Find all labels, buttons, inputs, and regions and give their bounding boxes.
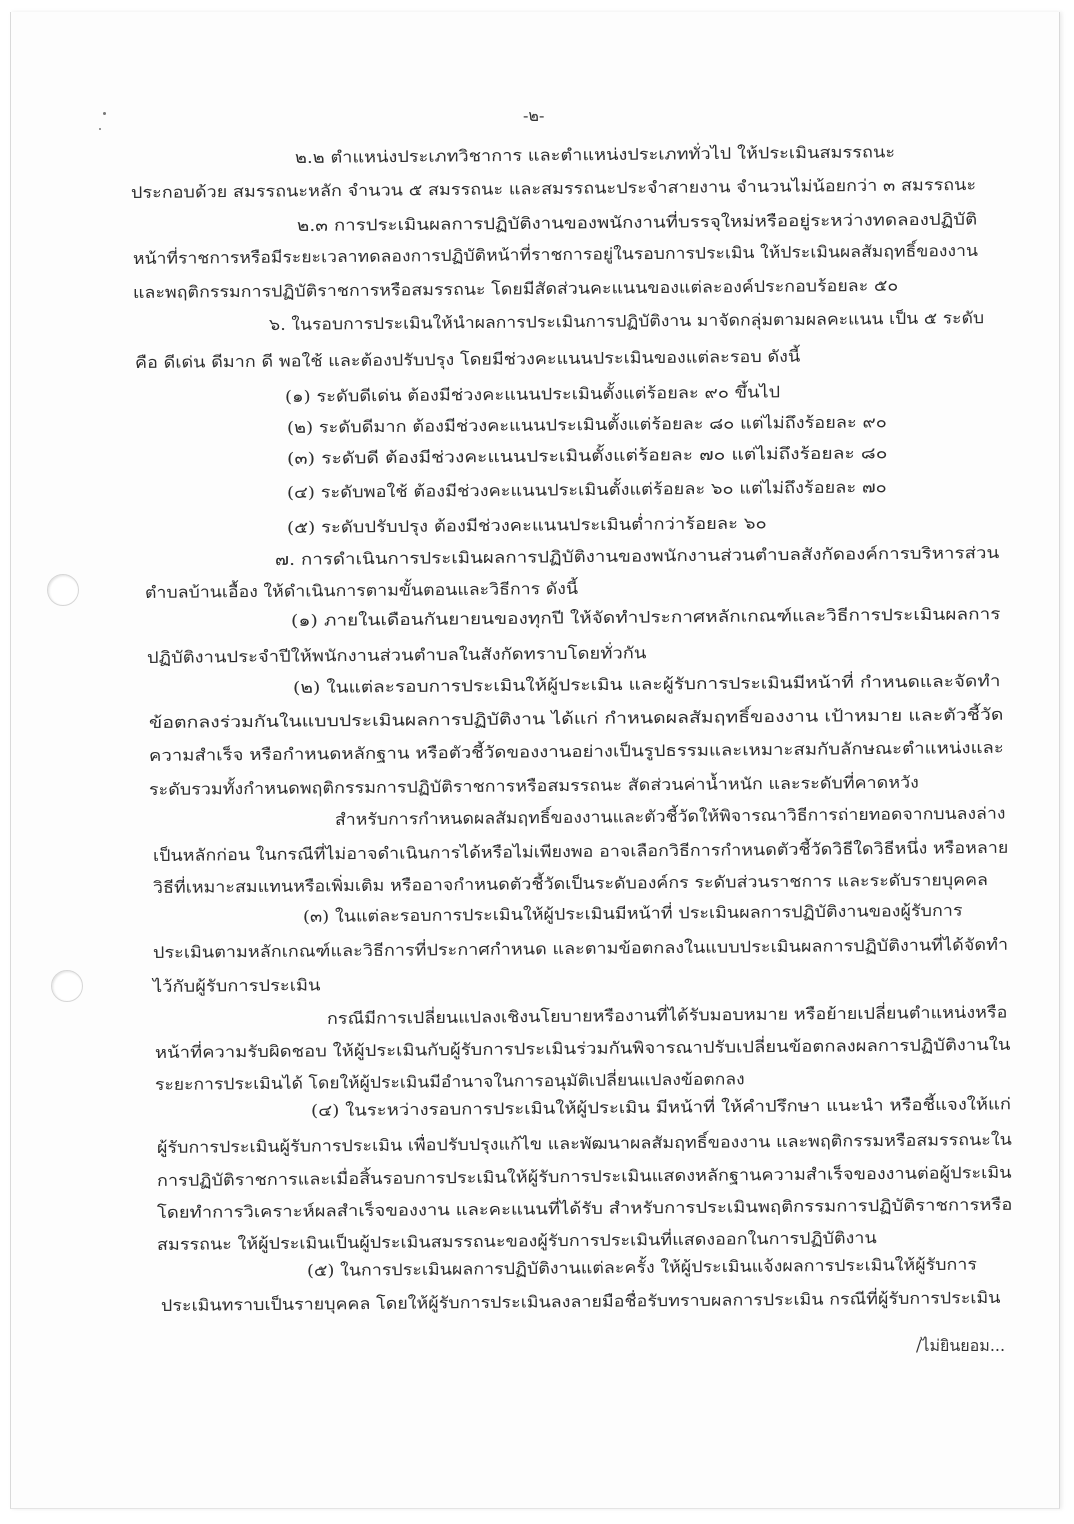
text-line: (๔) ระดับพอใช้ ต้องมีช่วงคะแนนประเมินตั้งแต่ร้อยละ ๖๐ แต่ไม่ถึงร้อยละ ๗๐ xyxy=(286,477,887,502)
text-line: หน้าที่ราชการหรือมีระยะเวลาทดลองการปฏิบัติหน้าที่ราชการอยู่ในรอบการประเมิน ให้ประเมินผลสัมฤทธิ์ของงาน xyxy=(132,240,979,268)
text-line: (๕) ระดับปรับปรุง ต้องมีช่วงคะแนนประเมินต่ำกว่าร้อยละ ๖๐ xyxy=(286,513,767,537)
text-line: (๓) ในแต่ละรอบการประเมินให้ผู้ประเมินมีหน้าที่ ประเมินผลการปฏิบัติงานของผู้รับการ xyxy=(302,900,963,926)
text-line: (๔) ในระหว่างรอบการประเมินให้ผู้ประเมิน มีหน้าที่ ให้คำปรึกษา แนะนำ หรือชี้แจงให้แก่ xyxy=(310,1094,1012,1120)
text-line: ๒.๓ การประเมินผลการปฏิบัติงานของพนักงานที่บรรจุใหม่หรืออยู่ระหว่างทดลองปฏิบัติ xyxy=(296,209,978,235)
text-line: สมรรถนะ ให้ผู้ประเมินเป็นผู้ประเมินสมรรถนะของผู้รับการประเมินที่แสดงออกในการปฏิบัติงาน xyxy=(156,1228,877,1254)
text-line: ประกอบด้วย สมรรถนะหลัก จำนวน ๕ สมรรถนะ และสมรรถนะประจำสายงาน จำนวนไม่น้อยกว่า ๓ สมรรถนะ xyxy=(130,174,977,202)
text-line: (๕) ในการประเมินผลการปฏิบัติงานแต่ละครั้ง ให้ผู้ประเมินแจ้งผลการประเมินให้ผู้รับการ xyxy=(306,1254,977,1280)
text-line: เป็นหลักก่อน ในกรณีที่ไม่อาจดำเนินการได้หรือไม่เพียงพอ อาจเลือกวิธีการกำหนดตัวชี้วัดวิธีใดวิธีหนึ่ง หรือหลาย xyxy=(152,837,1009,865)
text-line: ผู้รับการประเมินผู้รับการประเมิน เพื่อปรับปรุงแก้ไข และพัฒนาผลสัมฤทธิ์ของงาน และพฤติกรรมหรือสมรรถนะใน xyxy=(156,1129,1012,1157)
text-line: (๑) ภายในเดือนกันยายนของทุกปี ให้จัดทำประกาศหลักเกณฑ์และวิธีการประเมินผลการ xyxy=(290,604,1001,630)
text-line: ๗. การดำเนินการประเมินผลการปฏิบัติงานของพนักงานส่วนตำบลสังกัดองค์การบริหารส่วน xyxy=(274,543,1000,569)
text-line: การปฏิบัติราชการและเมื่อสิ้นรอบการประเมินให้ผู้รับการประเมินแสดงหลักฐานความสำเร็จของงานต่อผู้ประเมิน xyxy=(156,1162,1012,1190)
punch-hole-bottom xyxy=(51,970,83,1002)
text-line: วิธีที่เหมาะสมแทนหรือเพิ่มเติม หรืออาจกำหนดตัวชี้วัดเป็นระดับองค์กร ระดับส่วนราชการ และระดับรายบุคคล xyxy=(152,869,989,897)
text-line: และพฤติกรรมการปฏิบัติราชการหรือสมรรถนะ โดยมีสัดส่วนคะแนนของแต่ละองค์ประกอบร้อยละ ๕๐ xyxy=(132,275,899,302)
text-line: (๒) ระดับดีมาก ต้องมีช่วงคะแนนประเมินตั้งแต่ร้อยละ ๘๐ แต่ไม่ถึงร้อยละ ๙๐ xyxy=(286,412,887,437)
text-line: หน้าที่ความรับผิดชอบ ให้ผู้ประเมินกับผู้รับการประเมินร่วมกันพิจารณาปรับเปลี่ยนข้อตกลงผลการปฏิบัติงานใน xyxy=(154,1034,1011,1062)
text-line: โดยทำการวิเคราะห์ผลสำเร็จของงาน และคะแนนที่ได้รับ สำหรับการประเมินพฤติกรรมการปฏิบัติราชการหรือ xyxy=(156,1194,1013,1222)
page-number: -๒- xyxy=(523,106,545,125)
text-line: คือ ดีเด่น ดีมาก ดี พอใช้ และต้องปรับปรุง โดยมีช่วงคะแนนประเมินของแต่ละรอบ ดังนี้ xyxy=(134,346,801,372)
text-line: ไว้กับผู้รับการประเมิน xyxy=(152,975,321,996)
text-line: ปฏิบัติงานประจำปีให้พนักงานส่วนตำบลในสังกัดทราบโดยทั่วกัน xyxy=(146,643,647,667)
ink-speck xyxy=(103,112,106,115)
text-line: ข้อตกลงร่วมกันในแบบประเมินผลการปฏิบัติงาน ได้แก่ กำหนดผลสัมฤทธิ์ของงาน เป้าหมาย และตัวชี้วัด xyxy=(148,704,1004,732)
text-line: กรณีมีการเปลี่ยนแปลงเชิงนโยบายหรืองานที่ได้รับมอบหมาย หรือย้ายเปลี่ยนตำแหน่งหรือ xyxy=(326,1002,1008,1028)
text-line: (๓) ระดับดี ต้องมีช่วงคะแนนประเมินตั้งแต่ร้อยละ ๗๐ แต่ไม่ถึงร้อยละ ๘๐ xyxy=(286,443,888,468)
continuation-note: /ไม่ยินยอม... xyxy=(916,1336,1006,1355)
text-line: ระยะการประเมินได้ โดยให้ผู้ประเมินมีอำนาจในการอนุมัติเปลี่ยนแปลงข้อตกลง xyxy=(154,1069,745,1094)
text-line: ระดับรวมทั้งกำหนดพฤติกรรมการปฏิบัติราชการหรือสมรรถนะ สัดส่วนค่าน้ำหนัก และระดับที่คาดหวัง xyxy=(148,772,919,799)
text-line: ตำบลบ้านเอื้อง ให้ดำเนินการตามขั้นตอนและวิธีการ ดังนี้ xyxy=(144,578,579,602)
text-line: ประเมินตามหลักเกณฑ์และวิธีการที่ประกาศกำหนด และตามข้อตกลงในแบบประเมินผลการปฏิบัติงานที่ได้จัดทำ xyxy=(152,934,1009,962)
text-line: สำหรับการกำหนดผลสัมฤทธิ์ของงานและตัวชี้วัดให้พิจารณาวิธีการถ่ายทอดจากบนลงล่าง xyxy=(334,803,1006,829)
text-line: (๑) ระดับดีเด่น ต้องมีช่วงคะแนนประเมินตั้งแต่ร้อยละ ๙๐ ขึ้นไป xyxy=(284,382,781,406)
text-line: ความสำเร็จ หรือกำหนดหลักฐาน หรือตัวชี้วัดของงานอย่างเป็นรูปธรรมและเหมาะสมกับลักษณะตำแหน่งและ xyxy=(148,737,1004,765)
document-page xyxy=(10,12,1060,1509)
text-line: ๒.๒ ตำแหน่งประเภทวิชาการ และตำแหน่งประเภททั่วไป ให้ประเมินสมรรถนะ xyxy=(294,142,896,167)
punch-hole-top xyxy=(47,574,79,606)
ink-speck xyxy=(99,128,101,130)
text-line: ๖. ในรอบการประเมินให้นำผลการประเมินการปฏิบัติงาน มาจัดกลุ่มตามผลคะแนน เป็น ๕ ระดับ xyxy=(268,308,985,334)
text-line: ประเมินทราบเป็นรายบุคคล โดยให้ผู้รับการประเมินลงลายมือชื่อรับทราบผลการประเมิน กรณีที่ผู้รับการประเมิน xyxy=(160,1287,1001,1315)
text-line: (๒) ในแต่ละรอบการประเมินให้ผู้ประเมิน และผู้รับการประเมินมีหน้าที่ กำหนดและจัดทำ xyxy=(292,671,1001,697)
